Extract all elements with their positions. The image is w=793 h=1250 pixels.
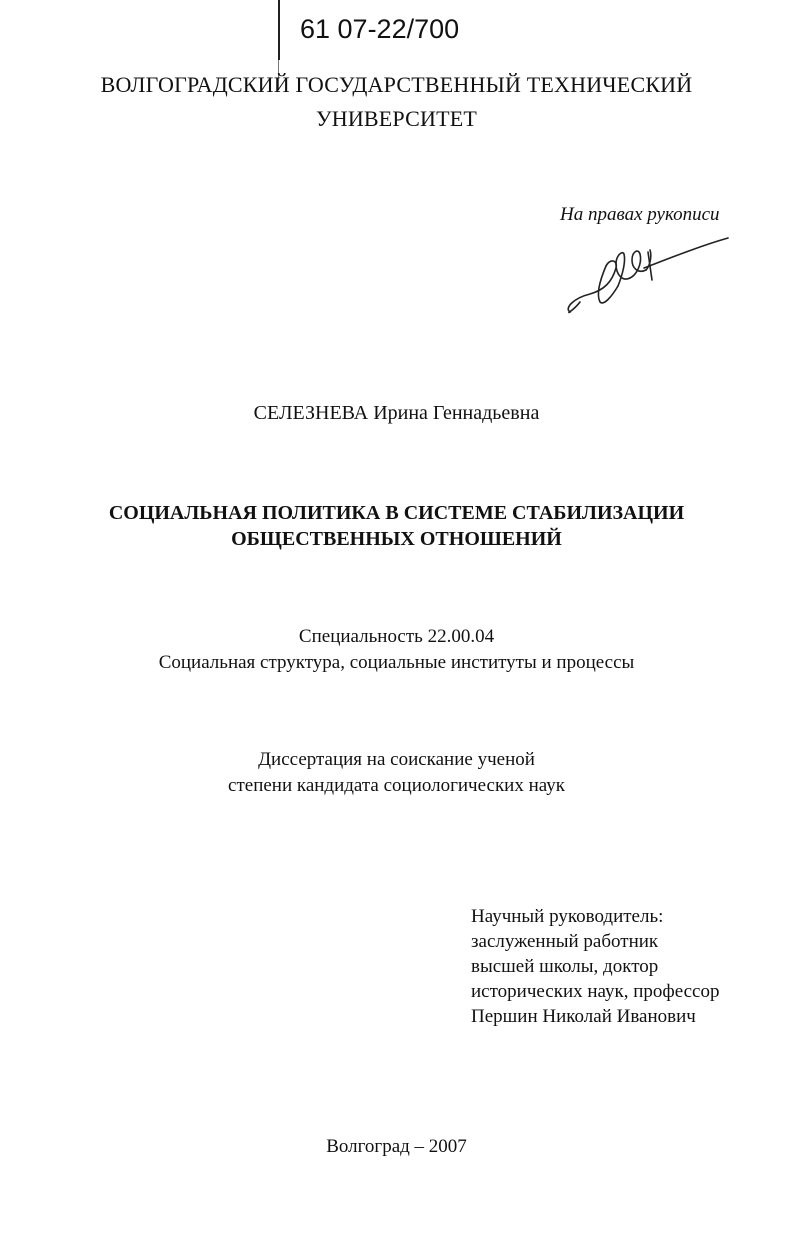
author-name: СЕЛЕЗНЕВА Ирина Геннадьевна xyxy=(253,402,540,424)
supervisor-title-line2: высшей школы, доктор xyxy=(471,956,659,977)
university-name-line2: УНИВЕРСИТЕТ xyxy=(315,106,478,131)
signature-icon xyxy=(560,232,740,322)
title-line2: ОБЩЕСТВЕННЫХ ОТНОШЕНИЙ xyxy=(231,528,562,550)
supervisor-title-line1: заслуженный работник xyxy=(471,931,659,952)
signature-image xyxy=(560,232,740,327)
dissertation-degree xyxy=(0,747,793,799)
city-year: Волгоград – 2007 xyxy=(326,1136,467,1157)
title-line1: СОЦИАЛЬНАЯ ПОЛИТИКА В СИСТЕМЕ СТАБИЛИЗАЦИИ xyxy=(108,502,685,524)
degree-line2: степени кандидата социологических наук xyxy=(228,775,565,796)
specialty-name: Социальная структура, социальные институты и процессы xyxy=(158,652,635,673)
university-name xyxy=(0,68,793,136)
archive-code: 61 07-22/700 xyxy=(300,14,460,44)
supervisor-heading: Научный руководитель: xyxy=(471,906,664,927)
specialty-block xyxy=(0,624,793,676)
dissertation-title xyxy=(0,500,793,552)
supervisor-name: Першин Николай Иванович xyxy=(471,1006,696,1027)
supervisor-title-line3: исторических наук, профессор xyxy=(471,981,720,1002)
manuscript-note: На правах рукописи xyxy=(560,204,720,225)
supervisor-block xyxy=(471,904,719,1029)
specialty-code: Специальность 22.00.04 xyxy=(298,626,495,647)
scan-margin-line xyxy=(278,0,280,60)
university-name-line1: ВОЛГОГРАДСКИЙ ГОСУДАРСТВЕННЫЙ ТЕХНИЧЕСКИЙ xyxy=(100,72,693,97)
degree-line1: Диссертация на соискание ученой xyxy=(258,749,535,770)
